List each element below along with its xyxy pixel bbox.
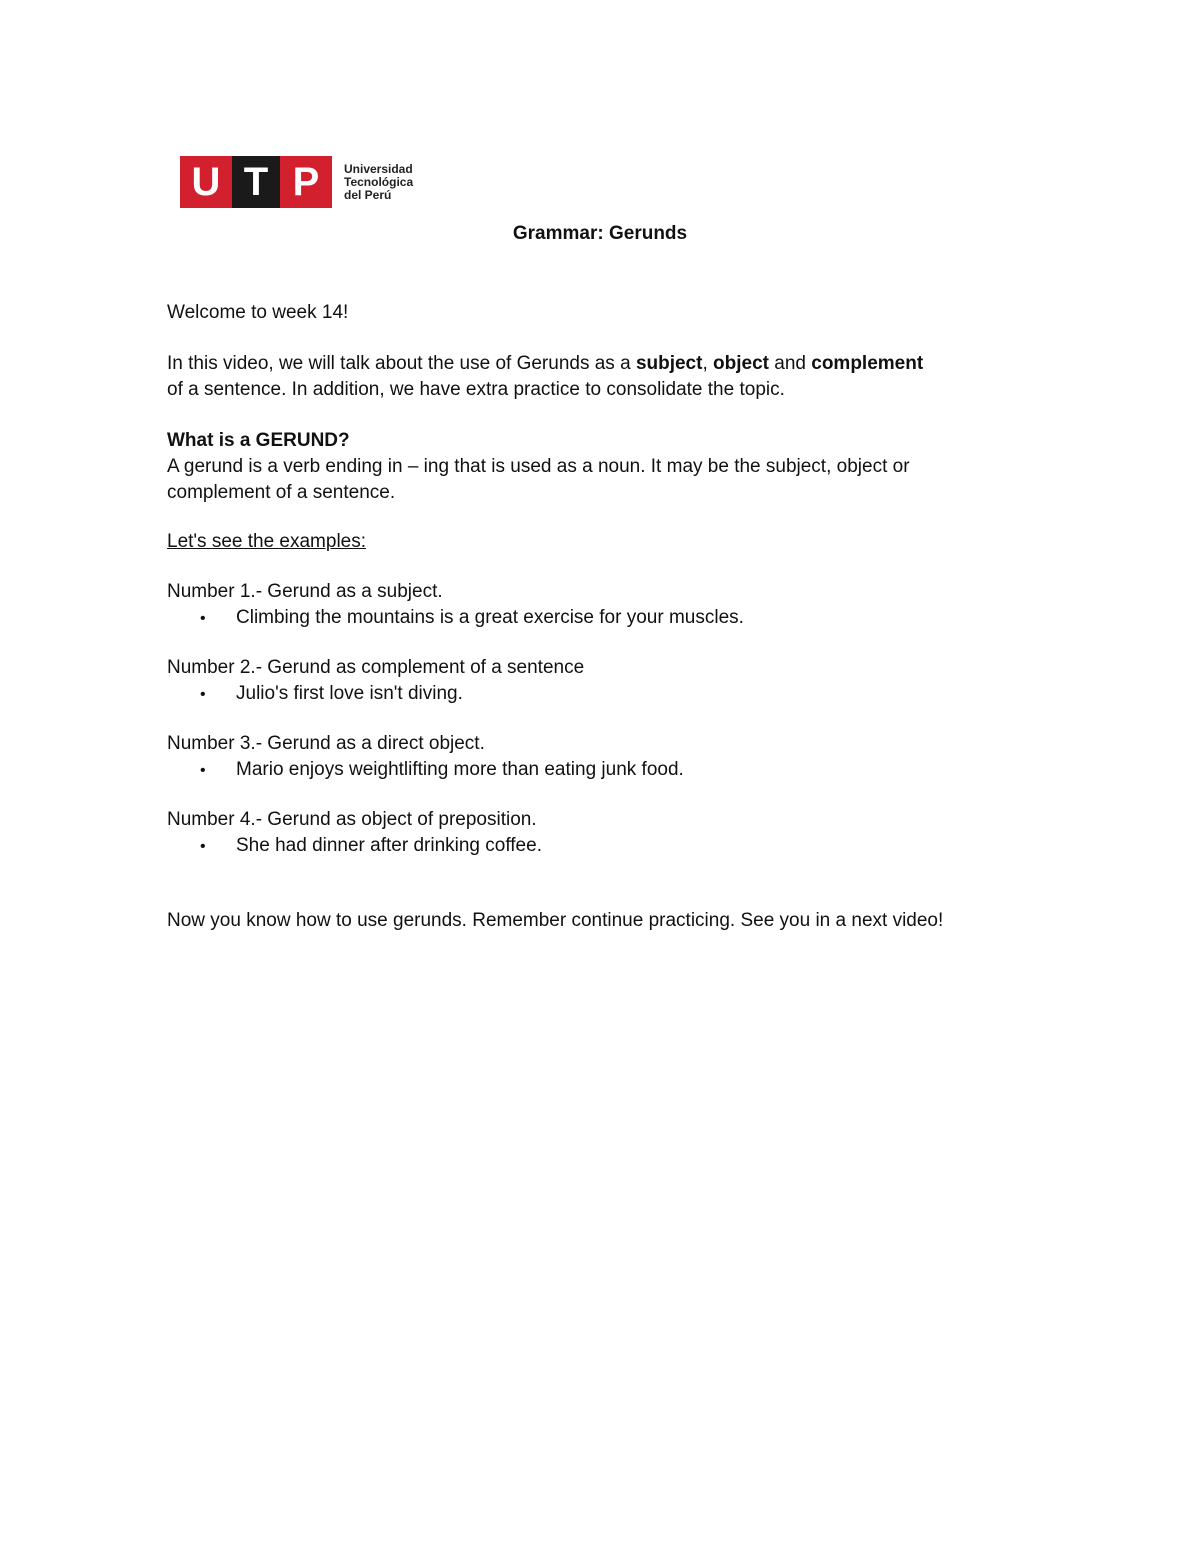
logo-wordmark <box>344 163 413 202</box>
logo-line: del Perú <box>344 187 392 202</box>
logo-line: Universidad <box>344 161 413 176</box>
example-heading: Number 1.- Gerund as a subject. <box>167 581 443 602</box>
intro-line-2: of a sentence. In addition, we have extra practice to consolidate the topic. <box>167 379 785 400</box>
keyword-complement: complement <box>811 353 924 374</box>
example-heading: Number 4.- Gerund as object of preposition. <box>167 809 537 830</box>
bullet-icon: • <box>200 762 206 779</box>
intro-line-1 <box>167 351 923 377</box>
intro-and: and <box>768 353 812 374</box>
bullet-icon: • <box>200 838 206 855</box>
definition-line-1: A gerund is a verb ending in – ing that is used as a noun. It may be the subject, object or <box>167 456 910 477</box>
keyword-subject: subject <box>635 353 703 374</box>
bullet-icon: • <box>200 686 206 703</box>
bullet-icon: • <box>200 610 206 627</box>
example-bullet <box>200 605 744 632</box>
welcome-text: Welcome to week 14! <box>167 302 349 323</box>
example-bullet <box>200 757 684 784</box>
definition-line-2: complement of a sentence. <box>167 482 396 503</box>
page-title: Grammar: Gerunds <box>512 223 688 244</box>
intro-comma: , <box>702 353 714 374</box>
examples-heading <box>167 529 366 555</box>
logo-letter-p: P <box>280 156 332 208</box>
logo-line: Tecnológica <box>344 174 414 189</box>
example-sentence: She had dinner after drinking coffee. <box>236 835 542 856</box>
example-bullet <box>200 681 463 708</box>
logo-letter-u: U <box>180 156 232 208</box>
keyword-object: object <box>713 353 769 374</box>
examples-heading-text: Let's see the examples: <box>167 531 367 552</box>
example-sentence: Climbing the mountains is a great exercise for your muscles. <box>236 607 744 628</box>
logo-letter-t: T <box>232 156 280 208</box>
closing-text: Now you know how to use gerunds. Remember continue practicing. See you in a next video! <box>167 910 944 931</box>
example-heading: Number 2.- Gerund as complement of a sentence <box>167 657 585 678</box>
definition-heading: What is a GERUND? <box>167 430 350 451</box>
utp-logo <box>180 156 413 208</box>
example-sentence: Mario enjoys weightlifting more than eating junk food. <box>236 759 684 780</box>
example-heading: Number 3.- Gerund as a direct object. <box>167 733 485 754</box>
example-bullet <box>200 833 542 860</box>
intro-text: In this video, we will talk about the use of Gerunds as a <box>167 353 636 374</box>
example-sentence: Julio's first love isn't diving. <box>236 683 463 704</box>
